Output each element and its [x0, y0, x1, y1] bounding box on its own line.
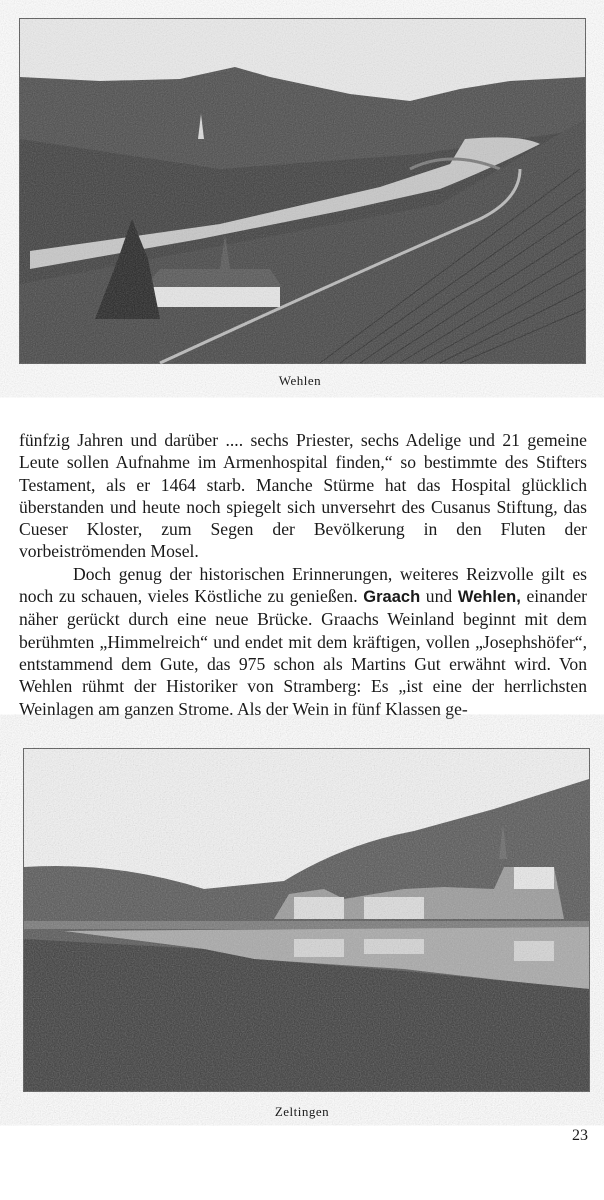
- emphasis-graach: Graach: [363, 588, 421, 607]
- zeltingen-landscape-image: [24, 749, 589, 1091]
- photo-wehlen: [19, 18, 586, 364]
- wehlen-landscape-image: [20, 19, 585, 363]
- body-text: [19, 429, 587, 720]
- paragraph-1: fünfzig Jahren und darüber .... sechs Priester, sechs Adelige und 21 gemeine Leute sollen Aufnahme im Armenhospital finden,“ so bestimmte des Stifters Testament, als er 1464 starb. Manche Stürme hat das Hospital glücklich überstanden und heute noch spiegelt sich unversehrt des Cusanus Stiftung, das Cueser Kloster, zum Segen der Bevölkerung in den Fluten der vorbeiströmenden Mosel.: [19, 430, 587, 562]
- paragraph-2-text-a: Doch genug der historischen Erinnerungen, weiteres Reizvolle gilt es noch zu schauen, vieles Köstliche zu genießen.: [19, 563, 587, 607]
- page-number: 23: [572, 1127, 588, 1144]
- paragraph-2-text-b: und: [425, 586, 453, 607]
- paragraph-2-text-c: einander näher gerückt durch eine neue Brücke. Graachs Weinland beginnt mit dem berühmten „Himmelreich“ und endet mit dem kräftigen, vollen „Josephshöfer“, entstammend dem Gute, das 975 schon als Martins Gut erwähnt wird. Von Wehlen rühmt der Historiker von Stramberg: Es „ist eine der herrlichsten Weinlagen am ganzen Strome. Als der Wein in fünf Klassen ge-: [19, 586, 588, 719]
- photo-zeltingen: [23, 748, 590, 1092]
- emphasis-wehlen: Wehlen,: [457, 588, 521, 607]
- photo-grain: [20, 19, 585, 363]
- figure-caption-wehlen: Wehlen: [278, 373, 322, 388]
- figure-caption-zeltingen: Zeltingen: [274, 1104, 330, 1119]
- paragraph-2: [19, 563, 587, 720]
- photo-grain: [24, 749, 589, 1091]
